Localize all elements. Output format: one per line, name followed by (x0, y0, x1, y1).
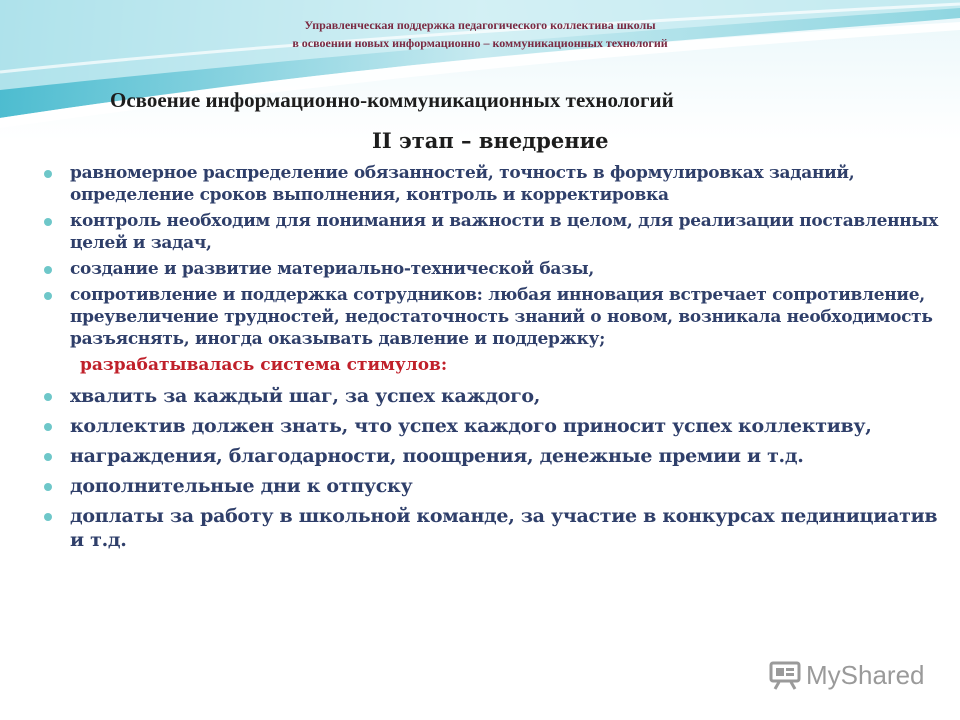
bullet-icon (44, 513, 52, 521)
list-item-text: награждения, благодарности, поощрения, денежные премии и т.д. (70, 445, 804, 467)
header (0, 16, 960, 52)
bullet-icon (44, 453, 52, 461)
bullet-icon (44, 266, 52, 274)
stimuli-heading: разрабатывалась система стимулов: (80, 355, 448, 375)
bullet-icon (44, 218, 52, 226)
bullet-icon (44, 292, 52, 300)
list-item (40, 384, 950, 408)
list-item-text: хвалить за каждый шаг, за успех каждого, (70, 385, 541, 407)
list-item-text: контроль необходим для понимания и важности в целом, для реализации поставленных целей и задач, (70, 211, 939, 253)
bullet-icon (44, 423, 52, 431)
list-item (40, 162, 950, 206)
stage-title: II этап – внедрение (372, 128, 609, 153)
header-line-1: Управленческая поддержка педагогического коллектива школы (304, 18, 656, 32)
list-item (40, 504, 950, 552)
list-item-text: равномерное распределение обязанностей, точность в формулировках заданий, определение сроков выполнения, контроль и корректировка (70, 163, 855, 205)
list-item (40, 284, 950, 350)
list-item (40, 414, 950, 438)
bullet-icon (44, 170, 52, 178)
list-item-text: создание и развитие материально-технической базы, (70, 259, 595, 279)
bullet-icon (44, 483, 52, 491)
list-item-text: коллектив должен знать, что успех каждого приносит успех коллективу, (70, 415, 872, 437)
list-item-text: дополнительные дни к отпуску (70, 475, 413, 497)
bullet-icon (44, 393, 52, 401)
list-item (40, 474, 950, 498)
slide-title: Освоение информационно-коммуникационных технологий (110, 88, 674, 112)
header-line-2: в освоении новых информационно – коммуникационных технологий (292, 36, 668, 50)
myshared-watermark[interactable] (768, 657, 925, 693)
presentation-board-icon (768, 660, 802, 690)
watermark-text: MyShared (806, 659, 925, 690)
list-item-text: доплаты за работу в школьной команде, за участие в конкурсах пединициатив и т.д. (70, 505, 938, 551)
list-item (40, 258, 950, 280)
list-item (40, 210, 950, 254)
list-item-text: сопротивление и поддержка сотрудников: любая инновация встречает сопротивление, преувеличение трудностей, недостаточность знаний о новом, возникала необходимость разъяснять, иногда оказывать давление и поддержку; (70, 285, 933, 349)
list-item (40, 444, 950, 468)
bullet-list (40, 162, 950, 558)
